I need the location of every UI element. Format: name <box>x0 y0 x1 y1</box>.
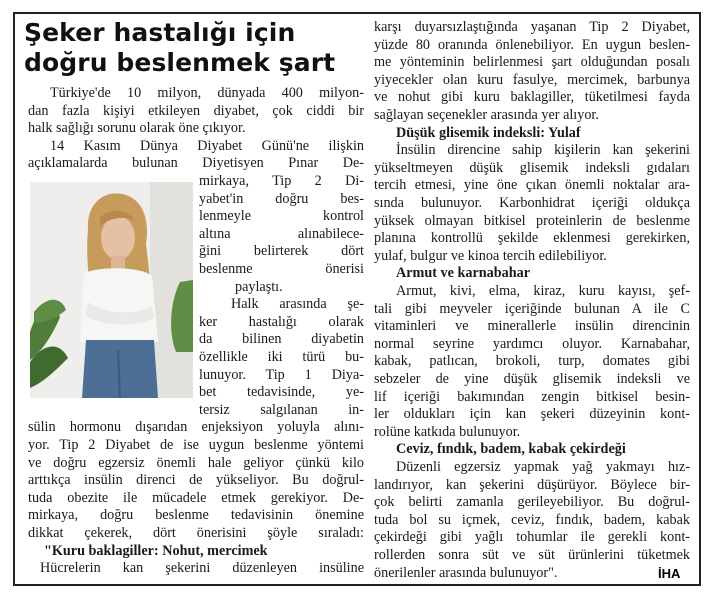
text-line: altına alınabilece- <box>199 225 364 242</box>
text-line: yiyecekler olan kuru fasulye, mercimek, barbunya <box>374 71 690 88</box>
text-line: paylaştı. <box>235 278 283 295</box>
text-line: ğini belirterek dört <box>199 243 364 260</box>
text-line: İnsülin direncine sahip kişilerin kan şekerini <box>396 142 690 159</box>
text-line: bet tedavisinde, ye- <box>199 384 364 401</box>
text-line: dikkat çekerek, dört önerisini şöyle sıraladı: <box>28 525 364 541</box>
text-line: ler oldukları için kan şekeri düzeyinin kont- <box>374 406 690 423</box>
text-line: yabet'in doğru bes- <box>199 190 364 207</box>
text-line: Düzenli egzersiz yapmak yağ yakmayı hız- <box>396 459 690 475</box>
text-line: beslenme önerisi <box>199 261 364 277</box>
text-line: yulaf, bulgur ve kinoa tercih edilebiliyor. <box>374 247 607 264</box>
text-line: çok belirti zamanla gerileyebiliyor. Bu doğrul- <box>374 494 690 511</box>
subheading: Ceviz, fındık, badem, kabak çekirdeği <box>396 441 626 458</box>
text-line: Hücrelerin kan şekerini düzenleyen insüline <box>40 560 364 577</box>
portrait-illustration <box>30 182 193 398</box>
text-line: tercih etmesi, yine öne çıkan önemli noktalar ara- <box>374 177 690 194</box>
text-line: yüzde 80 oranında önlenebiliyor. En uygun beslen- <box>374 36 690 53</box>
text-line: karşı duyarsızlaştığında yaşanan Tip 2 Diyabet, <box>374 19 690 35</box>
subheading: Düşük glisemik indeksli: Yulaf <box>396 124 581 141</box>
text-line: yor. Tip 2 Diyabet de ise uygun beslenme yöntemi <box>28 437 364 453</box>
text-line: sebzeler de yine düşük glisemik indeksli ve <box>374 371 690 387</box>
text-line: tuda obezite ile mücadele etmek gerekiyor. De- <box>28 489 364 506</box>
news-agency-signature: İHA <box>658 565 681 581</box>
text-line: rolüne katkıda bulunuyor. <box>374 423 521 440</box>
text-line: 14 Kasım Dünya Diyabet Günü'ne ilişkin <box>50 137 364 154</box>
subheading: Armut ve karnabahar <box>396 265 530 282</box>
text-line: landırıyor, kan şekerini düşürüyor. Böylece bir- <box>374 476 690 493</box>
text-line: normal seyrine yardımcı oluyor. Karnabahar, <box>374 335 690 352</box>
headline <box>24 18 364 78</box>
text-line: sülin hormonu dışarıdan enjeksiyon yoluyla alını- <box>28 419 364 436</box>
text-line: mirkaya, doğru beslenme tedavisinin önemine <box>28 507 364 524</box>
text-line: sağlayan seçenekler arasında yer alıyor. <box>374 107 599 123</box>
text-line: ve doğru egzersiz önemli hale geliyor çünkü kilo <box>28 454 364 471</box>
text-line: özellikle iki türü bu- <box>199 349 364 365</box>
text-line: lenmeyle kontrol <box>199 208 364 225</box>
text-line: önerilenler arasında bulunuyor". <box>374 564 558 581</box>
text-line: tuda bol su içmek, ceviz, fındık, badem, kabak <box>374 511 690 528</box>
text-line: kabak, patlıcan, brokoli, turp, domates gibi <box>374 353 690 370</box>
text-line: ve nohut gibi kuru baklagiller, tüketilmesi fayda <box>374 89 690 106</box>
text-line: ker hastalığı olarak <box>199 313 364 330</box>
text-line: sında bulunuyor. Karbonhidrat içeriği oldukça <box>374 195 690 211</box>
text-line: tersiz salgılanan in- <box>199 401 364 418</box>
text-line: Armut, kivi, elma, kiraz, kuru kayısı, şef- <box>396 283 690 299</box>
headline-line: Şeker hastalığı için <box>24 18 296 47</box>
text-line: yüksek olmayan bitkisel proteinlerin de beslenme <box>374 212 690 229</box>
dietitian-photo <box>30 182 193 398</box>
text-line: dan fazla kişiyi etkileyen diyabet, çok ciddi bir <box>28 102 364 119</box>
text-line: rollerden sonra süt ve süt ürünlerini tüketmek <box>374 547 690 563</box>
subheading: "Kuru baklagiller: Nohut, mercimek <box>44 542 268 559</box>
text-line: yükseltmeyen düşük glisemik indeksli gıdaları <box>374 159 690 176</box>
text-line: açıklamalarda bulunan Diyetisyen Pınar De- <box>28 155 364 172</box>
text-line: tali gibi meyveler içeriğinde bulunan A ile C <box>374 300 690 317</box>
text-line: arttıkça insülin direnci de yükseliyor. Bu doğrul- <box>28 472 364 489</box>
text-line: da bilinen diyabetin <box>199 331 364 348</box>
text-line: halk sağlığı sorunu olarak öne çıkıyor. <box>28 120 246 137</box>
headline-line: doğru beslenmek şart <box>24 48 336 77</box>
text-line: Halk arasında şe- <box>231 296 364 313</box>
text-line: Türkiye'de 10 milyon, dünyada 400 milyon- <box>50 85 364 101</box>
text-line: lif içeriği bakımından zengin bitkisel besin- <box>374 388 690 405</box>
text-line: lunuyor. Tip 1 Diya- <box>199 366 364 383</box>
text-line: çekirdeği gibi yağlı tohumlar ile gerekli kont- <box>374 529 690 546</box>
text-line: me yönteminin belirlenmesi şart olduğundan posalı <box>374 54 690 71</box>
text-line: vitaminleri ve minerallerle insülin direncinin <box>374 318 690 335</box>
text-line: mirkaya, Tip 2 Di- <box>199 173 364 189</box>
text-line: planına kontrollü şekilde eklenmesi gerekirken, <box>374 230 690 247</box>
